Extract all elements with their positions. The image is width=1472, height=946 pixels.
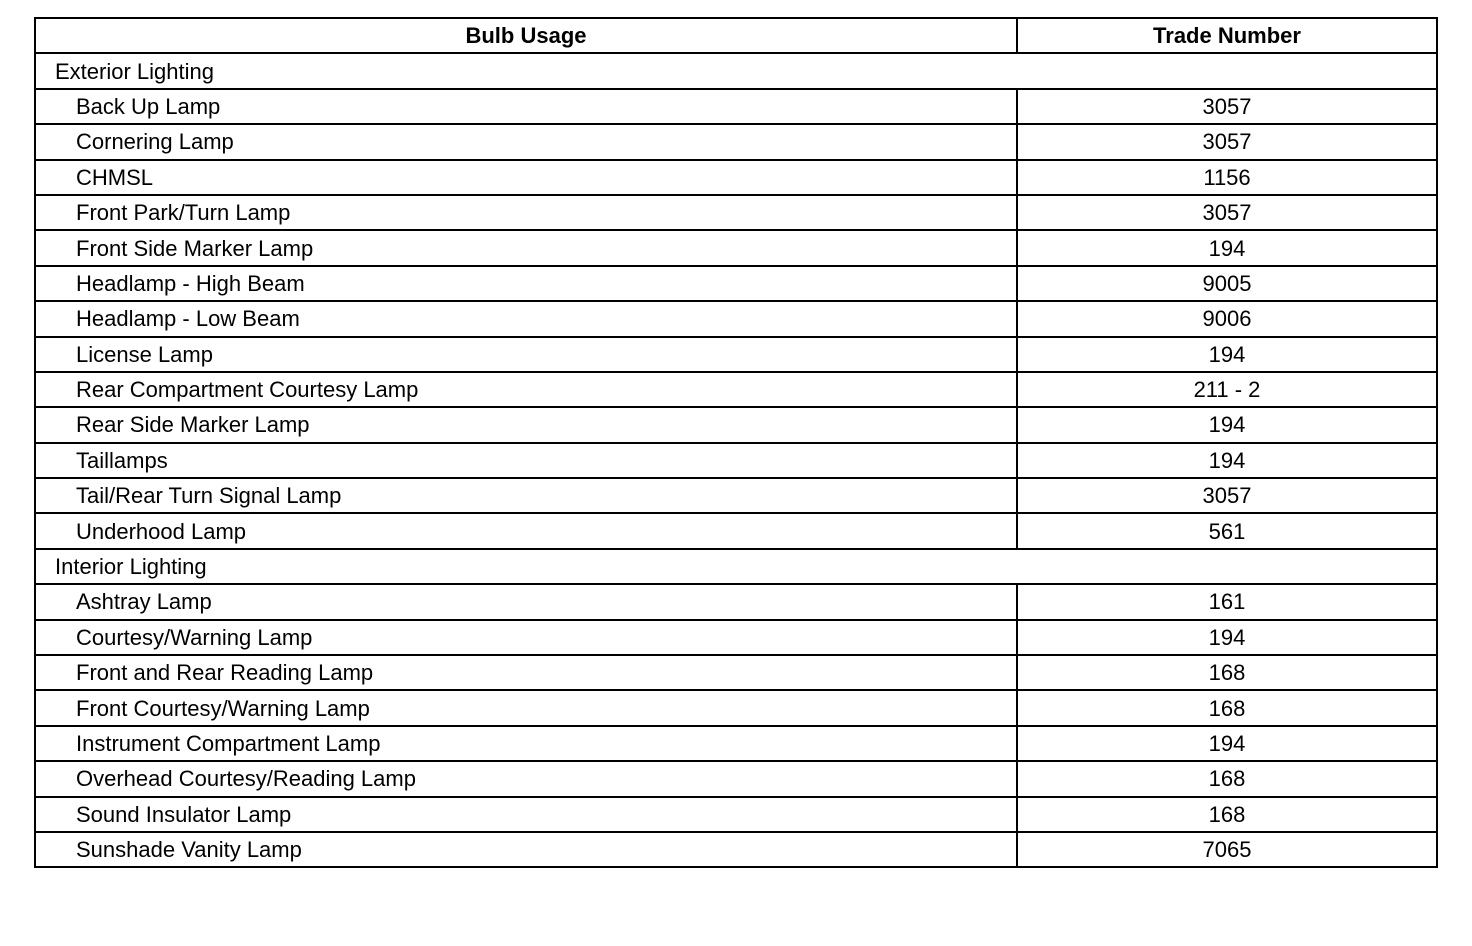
trade-number-cell: 168 <box>1017 655 1437 690</box>
table-row <box>35 726 1437 761</box>
trade-number-cell: 9005 <box>1017 266 1437 301</box>
bulb-usage-cell: Instrument Compartment Lamp <box>35 726 1017 761</box>
bulb-usage-cell: Overhead Courtesy/Reading Lamp <box>35 761 1017 796</box>
table-row <box>35 195 1437 230</box>
trade-number-cell: 3057 <box>1017 195 1437 230</box>
table-row <box>35 301 1437 336</box>
trade-number-cell: 194 <box>1017 443 1437 478</box>
section-row <box>35 549 1437 584</box>
table-row <box>35 513 1437 548</box>
table-row <box>35 690 1437 725</box>
trade-number-cell: 168 <box>1017 761 1437 796</box>
table-row <box>35 761 1437 796</box>
bulb-usage-cell: License Lamp <box>35 337 1017 372</box>
trade-number-cell: 194 <box>1017 620 1437 655</box>
table-row <box>35 266 1437 301</box>
section-title: Interior Lighting <box>35 549 1437 584</box>
table-row <box>35 478 1437 513</box>
trade-number-cell: 3057 <box>1017 478 1437 513</box>
table-row <box>35 230 1437 265</box>
trade-number-cell: 7065 <box>1017 832 1437 867</box>
bulb-usage-cell: Front Courtesy/Warning Lamp <box>35 690 1017 725</box>
trade-number-cell: 194 <box>1017 337 1437 372</box>
header-trade-number: Trade Number <box>1017 18 1437 53</box>
table-row <box>35 797 1437 832</box>
trade-number-cell: 194 <box>1017 726 1437 761</box>
trade-number-cell: 3057 <box>1017 124 1437 159</box>
trade-number-cell: 561 <box>1017 513 1437 548</box>
bulb-usage-cell: Front Side Marker Lamp <box>35 230 1017 265</box>
table-row <box>35 407 1437 442</box>
trade-number-cell: 168 <box>1017 690 1437 725</box>
trade-number-cell: 168 <box>1017 797 1437 832</box>
table-row <box>35 89 1437 124</box>
table-row <box>35 443 1437 478</box>
bulb-usage-cell: Headlamp - Low Beam <box>35 301 1017 336</box>
table-row <box>35 620 1437 655</box>
bulb-usage-cell: Tail/Rear Turn Signal Lamp <box>35 478 1017 513</box>
trade-number-cell: 3057 <box>1017 89 1437 124</box>
bulb-usage-cell: Headlamp - High Beam <box>35 266 1017 301</box>
table-row <box>35 372 1437 407</box>
trade-number-cell: 9006 <box>1017 301 1437 336</box>
bulb-usage-cell: Back Up Lamp <box>35 89 1017 124</box>
table-row <box>35 832 1437 867</box>
table-row <box>35 160 1437 195</box>
section-row <box>35 53 1437 88</box>
bulb-usage-cell: Rear Compartment Courtesy Lamp <box>35 372 1017 407</box>
table-row <box>35 655 1437 690</box>
section-title: Exterior Lighting <box>35 53 1437 88</box>
table-row <box>35 337 1437 372</box>
bulb-usage-cell: Ashtray Lamp <box>35 584 1017 619</box>
bulb-usage-cell: Front Park/Turn Lamp <box>35 195 1017 230</box>
bulb-usage-cell: Front and Rear Reading Lamp <box>35 655 1017 690</box>
header-bulb-usage: Bulb Usage <box>35 18 1017 53</box>
bulb-table <box>34 17 1438 868</box>
table-row <box>35 584 1437 619</box>
bulb-usage-cell: Courtesy/Warning Lamp <box>35 620 1017 655</box>
table-body <box>35 53 1437 867</box>
table-row <box>35 124 1437 159</box>
bulb-usage-cell: Cornering Lamp <box>35 124 1017 159</box>
trade-number-cell: 211 - 2 <box>1017 372 1437 407</box>
trade-number-cell: 161 <box>1017 584 1437 619</box>
bulb-usage-cell: Sound Insulator Lamp <box>35 797 1017 832</box>
bulb-usage-cell: Sunshade Vanity Lamp <box>35 832 1017 867</box>
bulb-usage-cell: CHMSL <box>35 160 1017 195</box>
trade-number-cell: 194 <box>1017 230 1437 265</box>
bulb-usage-cell: Underhood Lamp <box>35 513 1017 548</box>
bulb-usage-cell: Rear Side Marker Lamp <box>35 407 1017 442</box>
header-row <box>35 18 1437 53</box>
trade-number-cell: 1156 <box>1017 160 1437 195</box>
trade-number-cell: 194 <box>1017 407 1437 442</box>
bulb-usage-cell: Taillamps <box>35 443 1017 478</box>
